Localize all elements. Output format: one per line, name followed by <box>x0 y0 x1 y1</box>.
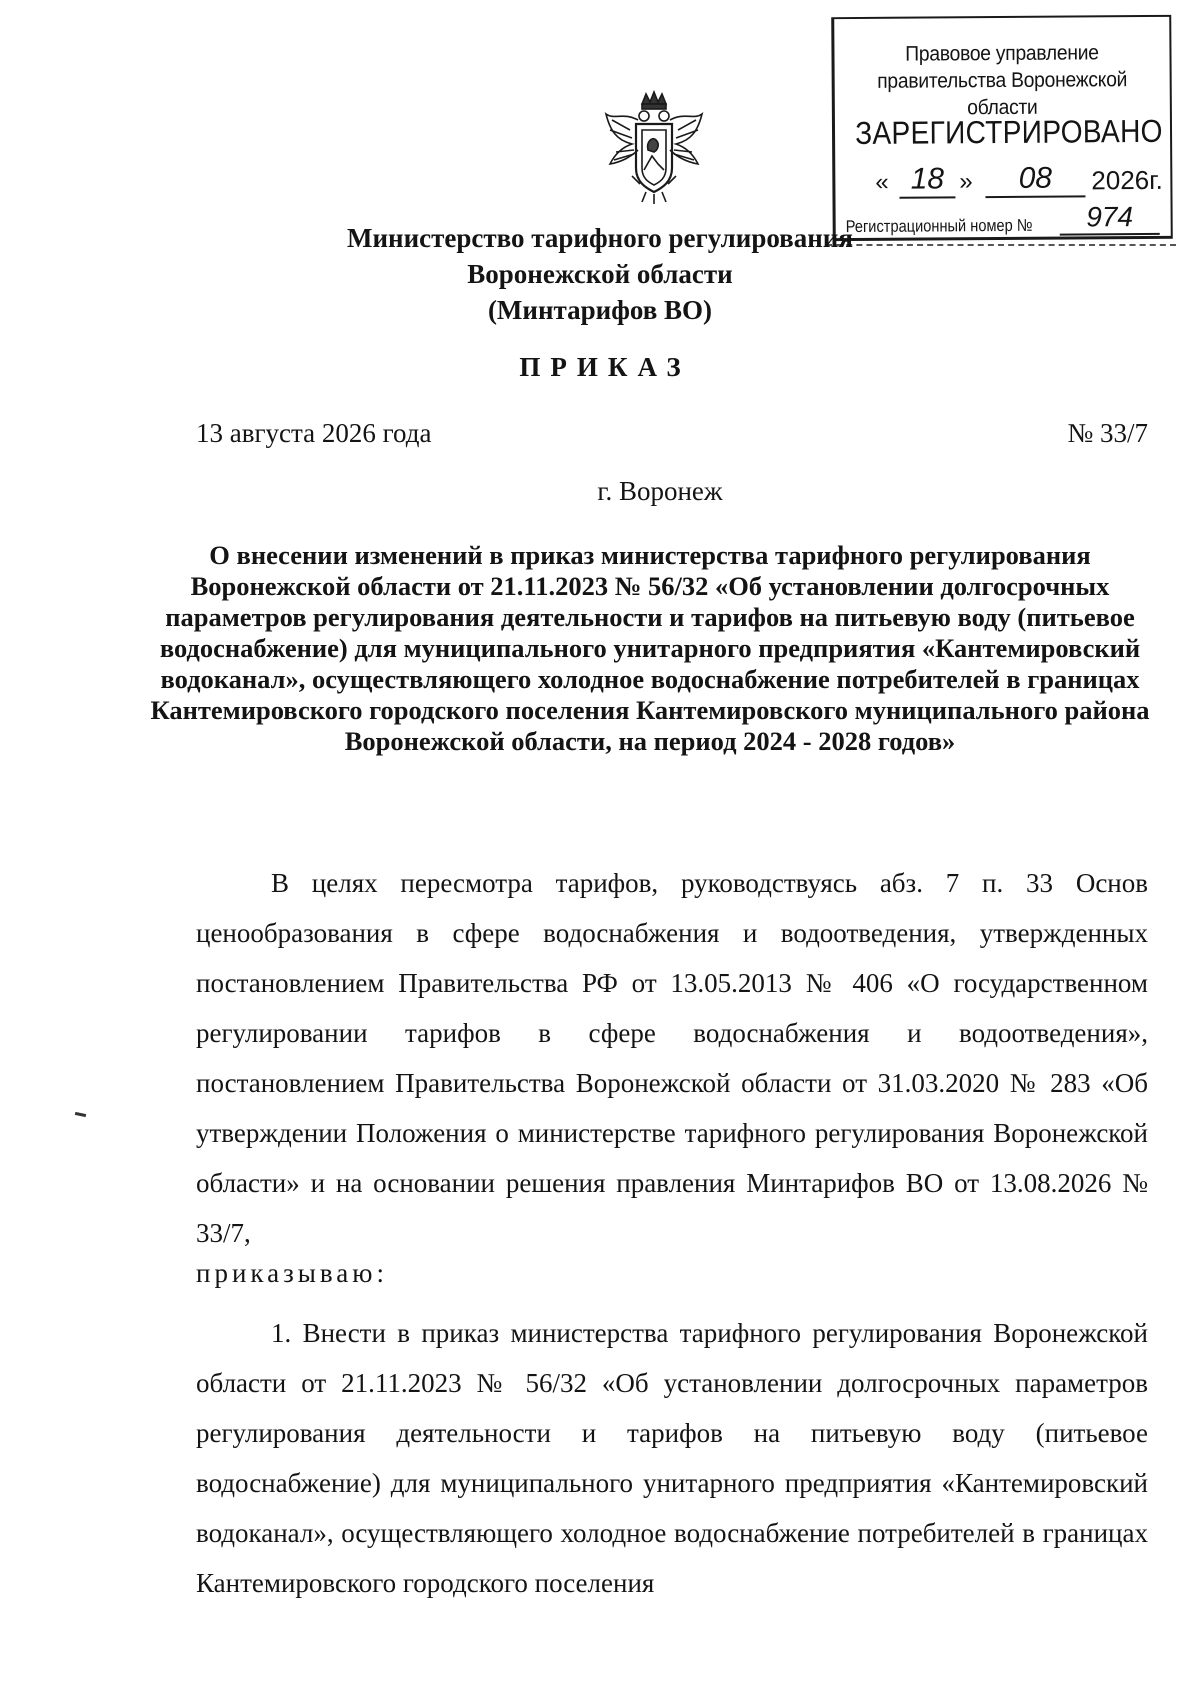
ministry-name <box>0 220 1200 328</box>
orders-word: приказываю: <box>196 1258 388 1288</box>
stamp-date <box>875 161 1163 199</box>
order-title: О внесении изменений в приказ министерства тарифного регулирования Воронежской области от 21.11.2023 № 56/32 «Об установлении долгосрочных параметров регулирования деятельности и тарифов на питьевую воду (питьевое водоснабжение) для муниципального унитарного предприятия «Кантемировский водоканал», осуществляющего холодное водоснабжение потребителей в границах Кантемировского городского поселения Кантемировского муниципального района Воронежской области, на период 2024 - 2028 годов» <box>150 540 1150 756</box>
stamp-month: 08 <box>985 161 1085 198</box>
document-type: ПРИКАЗ <box>519 352 691 382</box>
stamp-status: ЗАРЕГИСТРИРОВАНО <box>855 112 1163 152</box>
date-number-row <box>196 418 1148 449</box>
stamp-year: 2026г. <box>1091 164 1163 196</box>
stamp-day: 18 <box>899 162 955 198</box>
ministry-line-1: Министерство тарифного регулирования <box>347 223 853 253</box>
stamp-quote-open: « <box>875 168 889 196</box>
item-1-paragraph: 1. Внести в приказ министерства тарифного регулирования Воронежской области от 21.11.2023 № 56/32 «Об установлении долгосрочных параметров регулирования деятельности и тарифов на питьевую воду (питьевое водоснабжение) для муниципального унитарного предприятия «Кантемировский водоканал», осуществляющего холодное водоснабжение потребителей в границах Кантемировского городского поселения <box>196 1318 1148 1598</box>
scan-mark <box>75 1112 86 1117</box>
city: г. Воронеж <box>597 476 723 506</box>
ministry-line-3: (Минтарифов ВО) <box>487 295 713 325</box>
stamp-reg-label: Регистрационный номер № <box>845 215 1033 237</box>
registration-stamp <box>831 15 1173 241</box>
stamp-quote-close: » <box>959 168 973 196</box>
coat-of-arms-icon <box>602 90 706 206</box>
stamp-organization: Правовое управление правительства Воронежской области <box>877 41 1128 120</box>
order-number: № 33/7 <box>1067 418 1148 448</box>
ministry-line-2: Воронежской области <box>467 259 733 289</box>
stamp-reg-number: 974 <box>1060 201 1160 236</box>
preamble-paragraph: В целях пересмотра тарифов, руководствуясь абз. 7 п. 33 Основ ценообразования в сфере водоснабжения и водоотведения, утвержденных постановлением Правительства РФ от 13.05.2013 № 406 «О государственном регулировании тарифов в сфере водоснабжения и водоотведения», постановлением Правительства Воронежской области от 31.03.2020 № 283 «Об утверждении Положения о министерстве тарифного регулирования Воронежской области» и на основании решения правления Минтарифов ВО от 13.08.2026 № 33/7, <box>196 868 1148 1248</box>
order-date: 13 августа 2026 года <box>196 418 432 448</box>
